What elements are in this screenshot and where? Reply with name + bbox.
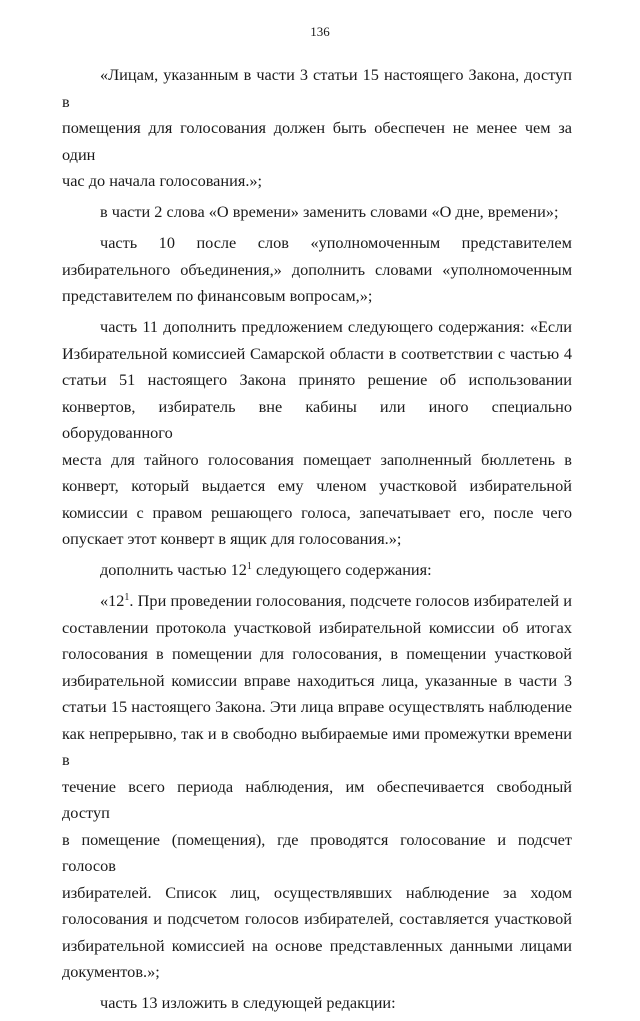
paragraph-3 [62, 230, 572, 310]
text-line: избирательного объединения,» дополнить словами «уполномоченным [62, 259, 572, 279]
text-line: часть 11 дополнить предложением следующего содержания: «Если [100, 317, 572, 336]
text-line: опускает этот конверт в ящик для голосования.»; [62, 529, 402, 548]
word: слов [257, 233, 289, 252]
superscript: 1 [246, 561, 252, 572]
paragraph-6 [62, 588, 572, 986]
text-line: Избирательной комиссией Самарской области в соответствии с частью 4 [62, 343, 572, 363]
text-line: голосования в помещении для голосования, в помещении участковой [62, 644, 572, 663]
text-line: час до начала голосования.»; [62, 171, 263, 190]
text-line: представителем по финансовым вопросам,»; [62, 286, 373, 305]
text-line: часть 13 изложить в следующей редакции: [100, 993, 396, 1012]
text-line: избирательной комиссией на основе представленных данными лицами [62, 935, 572, 955]
word: 10 [158, 233, 175, 252]
word: часть [100, 233, 138, 252]
text-run: дополнить частью 12 [100, 560, 247, 579]
text-line: «Лицам, указанным в части 3 статьи 15 настоящего Закона, доступ в [62, 65, 572, 111]
text-line: как непрерывно, так и в свободно выбираемые ими промежутки времени в [62, 723, 572, 769]
text-line: документов.»; [62, 962, 160, 981]
text-line: составлении протокола участковой избирательной комиссии об итогах [62, 617, 572, 637]
paragraph-2 [62, 199, 572, 226]
text-line: конверт, который выдается ему членом участковой избирательной [62, 476, 572, 495]
text-line [62, 588, 572, 615]
word: «уполномоченным [310, 233, 441, 252]
text-line: статьи 51 настоящего Закона принято решение об использовании [62, 370, 572, 389]
text-run: «12 [100, 591, 125, 610]
paragraph-5 [62, 557, 572, 584]
paragraph-7 [62, 990, 572, 1017]
page-number: 136 [310, 24, 330, 39]
spread-line [62, 230, 572, 257]
paragraph-1 [62, 62, 572, 195]
text-line: в части 2 слова «О времени» заменить словами «О дне, времени»; [100, 202, 559, 221]
text-line: в помещение (помещения), где проводятся голосование и подсчет голосов [62, 829, 572, 875]
text-run: . При проведении голосования, подсчете голосов избирателей и [129, 591, 572, 610]
text-run: следующего содержания: [251, 560, 432, 579]
text-line: помещения для голосования должен быть обеспечен не менее чем за один [62, 118, 572, 164]
text-line: голосования и подсчетом голосов избирателей, составляется участковой [62, 909, 572, 928]
text-line [62, 557, 572, 584]
text-line: места для тайного голосования помещает заполненный бюллетень в [62, 449, 572, 469]
word: после [196, 233, 237, 252]
paragraph-4 [62, 314, 572, 553]
text-line: статьи 15 настоящего Закона. Эти лица вправе осуществлять наблюдение [62, 697, 572, 716]
text-line: конвертов, избиратель вне кабины или иного специально оборудованного [62, 396, 572, 442]
word: представителем [461, 233, 572, 252]
text-line: течение всего периода наблюдения, им обеспечивается свободный доступ [62, 776, 572, 822]
document-body [62, 62, 572, 1021]
superscript: 1 [124, 592, 130, 603]
text-line: избирательной комиссии вправе находиться лица, указанные в части 3 [62, 670, 572, 690]
text-line: комиссии с правом решающего голоса, запечатывает его, после чего [62, 502, 572, 522]
text-line: избирателей. Список лиц, осуществлявших наблюдение за ходом [62, 882, 572, 902]
